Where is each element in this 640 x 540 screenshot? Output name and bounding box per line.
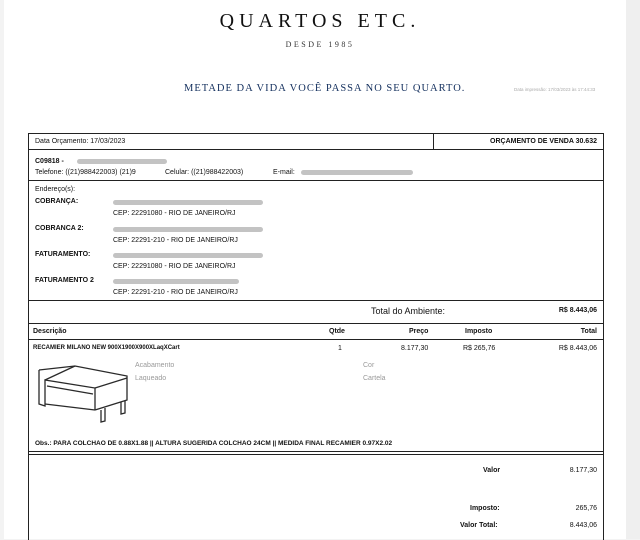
- ambiente-total-label: Total do Ambiente:: [371, 306, 446, 316]
- divider: [29, 300, 603, 301]
- brand-name: QUARTOS ETC.: [219, 10, 421, 32]
- summary-valor-label: Valor: [483, 467, 501, 474]
- col-tax: Imposto: [465, 328, 493, 335]
- item-total: R$ 8.443,06: [558, 345, 597, 352]
- divider: [29, 339, 603, 340]
- client-phone: Telefone: ((21)988422003) (21)9: [35, 169, 136, 176]
- finish-value: Laqueado: [135, 375, 167, 382]
- client-code: C09818 -: [35, 158, 64, 165]
- slogan: METADE DA VIDA VOCÊ PASSA NO SEU QUARTO.: [184, 83, 466, 94]
- summary-total: 8.443,06: [569, 522, 597, 529]
- divider: [29, 180, 603, 181]
- quote-number: ORÇAMENTO DE VENDA 30.632: [490, 138, 597, 145]
- print-date: Data impressão: 17/03/2023 às 17:44:33: [514, 87, 596, 92]
- redacted-street: [113, 227, 263, 232]
- redacted-street: [113, 253, 263, 258]
- item-price: 8.177,30: [401, 345, 429, 352]
- item-description: RECAMIER MILANO NEW 900X1900X900XLaqXCart: [33, 345, 180, 351]
- summary-total-label: Valor Total:: [460, 522, 498, 529]
- summary-tax: 265,76: [575, 505, 597, 512]
- quote-document: [28, 133, 604, 540]
- brand-since: DESDE 1985: [285, 40, 355, 49]
- finish-label: Acabamento: [135, 362, 175, 369]
- summary-tax-label: Imposto:: [470, 505, 500, 512]
- col-description: Descrição: [33, 328, 67, 335]
- recamier-bed-image: [35, 364, 131, 426]
- color-value: Cartela: [363, 375, 386, 382]
- header-divider: [433, 134, 434, 149]
- divider: [29, 454, 603, 455]
- col-quantity: Qtde: [329, 328, 345, 335]
- address-cep: CEP: 22291-210 - RIO DE JANEIRO/RJ: [113, 237, 238, 244]
- viewer-margin: [626, 0, 640, 539]
- address-label: FATURAMENTO 2: [35, 277, 94, 284]
- addresses-heading: Endereço(s):: [35, 186, 76, 193]
- redacted-street: [113, 200, 263, 205]
- address-label: FATURAMENTO:: [35, 251, 91, 258]
- address-cep: CEP: 22291-210 - RIO DE JANEIRO/RJ: [113, 289, 238, 296]
- redacted-client-name: [77, 159, 167, 164]
- redacted-street: [113, 279, 239, 284]
- divider: [29, 149, 603, 150]
- observations: Obs.: PARA COLCHAO DE 0.88X1.88 || ALTURA SUGERIDA COLCHAO 24CM || MEDIDA FINAL RECAMIER 0.97X2.02: [35, 440, 393, 447]
- summary-valor: 8.177,30: [569, 467, 597, 474]
- item-quantity: 1: [338, 345, 342, 352]
- col-total: Total: [580, 328, 597, 335]
- address-label: COBRANÇA:: [35, 198, 79, 205]
- color-label: Cor: [363, 362, 375, 369]
- address-cep: CEP: 22291080 - RIO DE JANEIRO/RJ: [113, 210, 236, 217]
- col-price: Preço: [409, 328, 429, 335]
- item-tax: R$ 265,76: [463, 345, 496, 352]
- client-email-label: E-mail:: [273, 169, 295, 176]
- client-cell: Celular: ((21)988422003): [165, 169, 244, 176]
- address-label: COBRANCA 2:: [35, 225, 84, 232]
- quote-date: Data Orçamento: 17/03/2023: [35, 138, 126, 145]
- divider: [29, 323, 603, 324]
- address-cep: CEP: 22291080 - RIO DE JANEIRO/RJ: [113, 263, 236, 270]
- divider: [29, 451, 603, 452]
- redacted-email: [301, 170, 413, 175]
- ambiente-total-value: R$ 8.443,06: [558, 307, 597, 314]
